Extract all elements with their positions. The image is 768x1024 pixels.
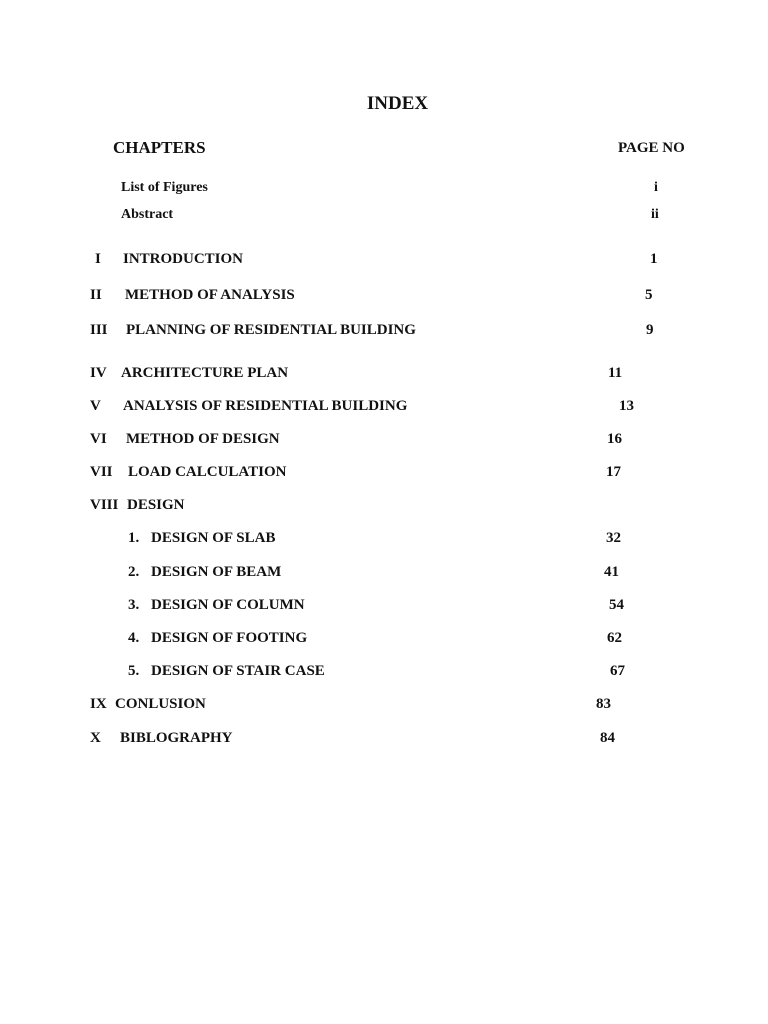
- entry-label: METHOD OF ANALYSIS: [125, 287, 295, 303]
- list-item: [0, 398, 768, 418]
- entry-label: DESIGN OF STAIR CASE: [151, 663, 325, 679]
- entry-number: VI: [90, 431, 107, 447]
- list-item: [0, 207, 768, 227]
- entry-number: 5.: [128, 663, 140, 679]
- entry-page: 17: [606, 464, 621, 480]
- entry-page: 83: [596, 696, 611, 712]
- list-item: [0, 365, 768, 385]
- entry-page: 54: [609, 597, 624, 613]
- entry-label: DESIGN OF SLAB: [151, 530, 276, 546]
- entry-page: 41: [604, 564, 619, 580]
- entry-page: 11: [608, 365, 623, 381]
- entry-label: Abstract: [121, 207, 174, 222]
- entry-number: I: [95, 251, 101, 267]
- entry-number: 1.: [128, 530, 140, 546]
- entry-label: DESIGN OF COLUMN: [151, 597, 305, 613]
- entry-label: METHOD OF DESIGN: [126, 431, 280, 447]
- entry-number: VIII: [90, 497, 119, 513]
- entry-label: DESIGN: [127, 497, 185, 513]
- entry-number: X: [90, 730, 101, 746]
- entry-label: PLANNING OF RESIDENTIAL BUILDING: [126, 322, 416, 338]
- entry-label: CONLUSION: [115, 696, 206, 712]
- entry-label: DESIGN OF FOOTING: [151, 630, 308, 646]
- entry-label: INTRODUCTION: [123, 251, 244, 267]
- list-item: [0, 696, 768, 716]
- entry-number: VII: [90, 464, 113, 480]
- entry-page: 32: [606, 530, 621, 546]
- entry-number: V: [90, 398, 101, 414]
- page-title: INDEX: [366, 93, 429, 114]
- list-item: [0, 287, 768, 307]
- entry-number: II: [90, 287, 102, 303]
- entry-page: 5: [645, 287, 653, 303]
- entry-page: i: [654, 180, 658, 195]
- list-item: [0, 730, 768, 750]
- list-item: [0, 497, 768, 517]
- entry-label: List of Figures: [121, 180, 208, 195]
- entry-label: ARCHITECTURE PLAN: [121, 365, 289, 381]
- list-item: [0, 663, 768, 683]
- entry-number: IX: [90, 696, 107, 712]
- entry-number: 3.: [128, 597, 140, 613]
- list-item: [0, 431, 768, 451]
- entry-label: DESIGN OF BEAM: [151, 564, 282, 580]
- entry-page: 16: [607, 431, 622, 447]
- entry-page: 62: [607, 630, 622, 646]
- entry-page: 13: [619, 398, 634, 414]
- entry-label: ANALYSIS OF RESIDENTIAL BUILDING: [123, 398, 408, 414]
- entry-label: BIBLOGRAPHY: [120, 730, 233, 746]
- list-item: [0, 322, 768, 342]
- list-item: [0, 251, 768, 271]
- entry-label: LOAD CALCULATION: [128, 464, 287, 480]
- list-item: [0, 180, 768, 200]
- list-item: [0, 597, 768, 617]
- entry-number: IV: [90, 365, 107, 381]
- entry-number: 2.: [128, 564, 140, 580]
- entry-number: III: [90, 322, 108, 338]
- entry-page: 9: [646, 322, 654, 338]
- entry-page: ii: [651, 207, 659, 222]
- list-item: [0, 564, 768, 584]
- list-item: [0, 464, 768, 484]
- page-no-header: PAGE NO: [618, 140, 685, 156]
- entry-number: 4.: [128, 630, 140, 646]
- entry-page: 1: [650, 251, 658, 267]
- entry-page: 67: [610, 663, 625, 679]
- entry-page: 84: [600, 730, 615, 746]
- list-item: [0, 530, 768, 550]
- chapters-header: CHAPTERS: [113, 138, 206, 157]
- list-item: [0, 630, 768, 650]
